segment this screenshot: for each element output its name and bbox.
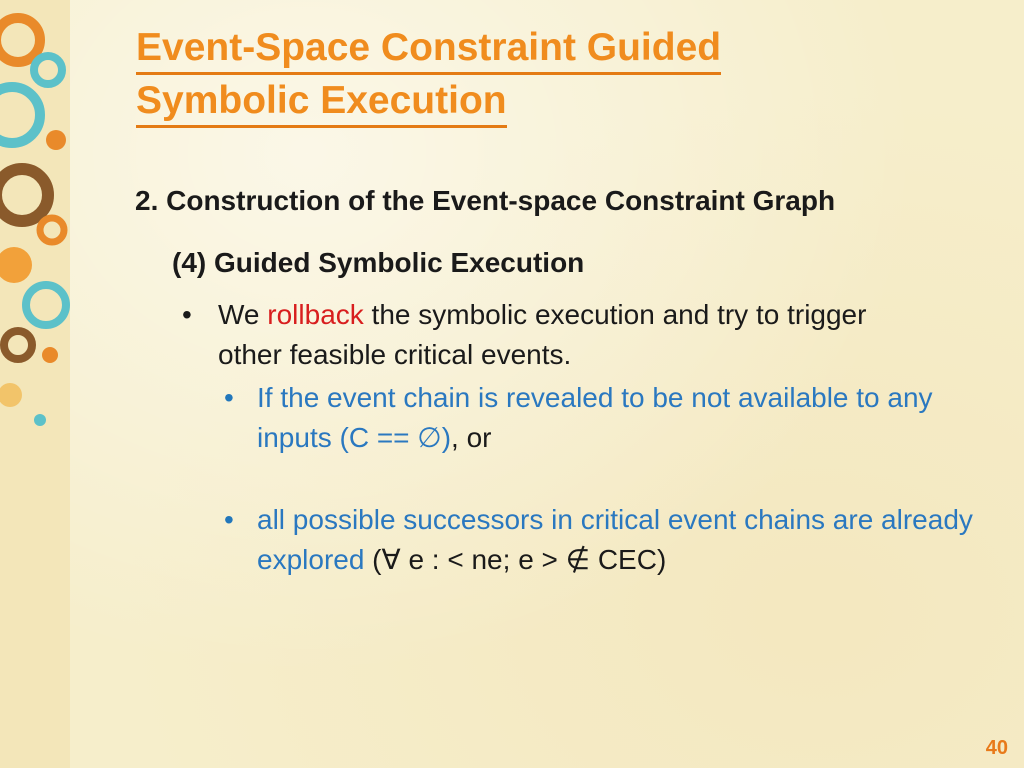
sub-bullet-black-text: , or: [451, 422, 492, 453]
sub-bullet-marker: •: [224, 504, 234, 535]
section-heading: 2. Construction of the Event-space Constraint Graph: [135, 185, 836, 216]
slide-title-line1: Event-Space Constraint Guided: [136, 24, 721, 75]
sub-bullet-text: [257, 500, 997, 580]
page-number: 40: [985, 737, 1008, 759]
sub-bullet-blue-text: If the event chain is revealed to be not available to any inputs (C == ∅): [257, 382, 933, 453]
sub-bullet-marker: •: [224, 382, 234, 413]
decorative-circles-pattern: [0, 0, 70, 768]
highlight-rollback: rollback: [267, 299, 364, 330]
slide-title-line2: Symbolic Execution: [136, 77, 507, 128]
sub-heading: (4) Guided Symbolic Execution: [172, 247, 585, 278]
bullet-text-post: the symbolic execution and try to trigger other feasible critical events.: [218, 299, 867, 370]
bullet-text-pre: We: [218, 299, 268, 330]
bullet-marker: •: [182, 299, 192, 330]
bullet-text: [218, 295, 938, 375]
slide-title: [136, 22, 721, 128]
sub-bullet-blue-text: all possible successors in critical event chains are already explored: [257, 504, 973, 575]
sub-bullet-text: [257, 378, 997, 458]
sub-bullet-black-text: (∀ e : < ne; e > ∉ CEC): [364, 544, 667, 575]
